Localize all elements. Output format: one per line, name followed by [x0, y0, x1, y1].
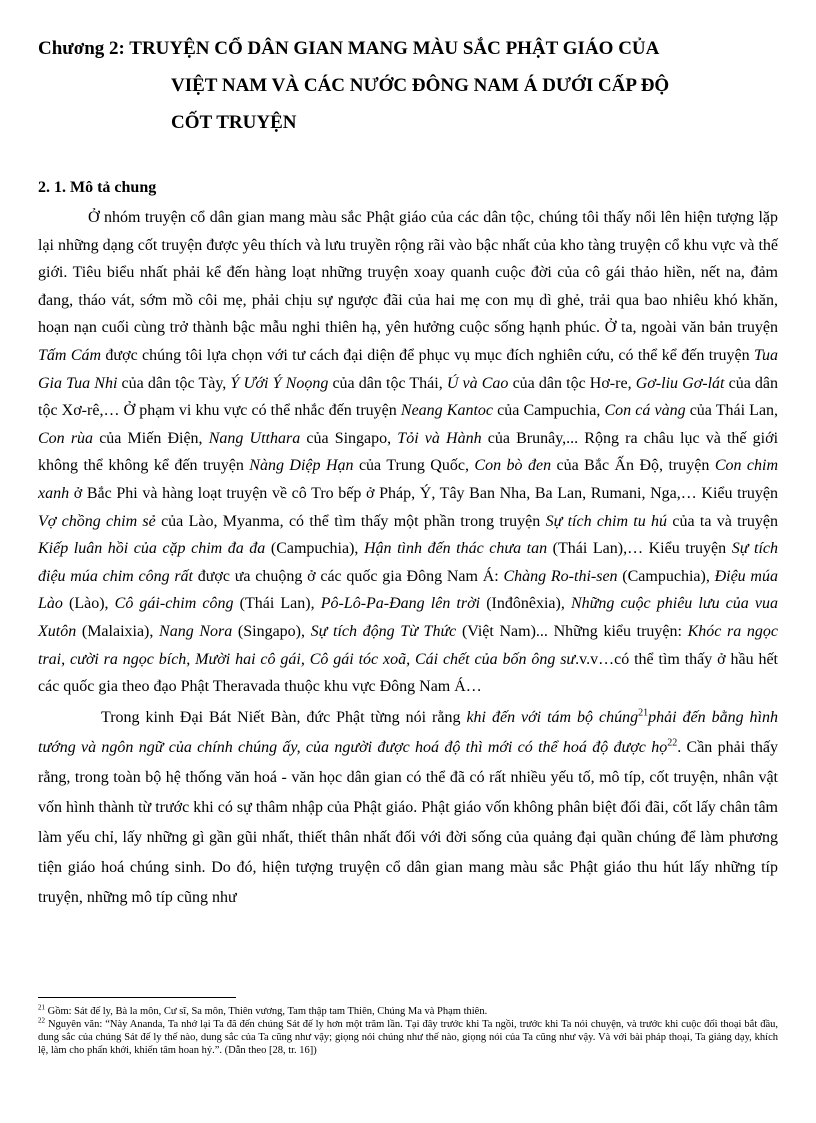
paragraph-2 — [38, 703, 778, 913]
text-run: Ở nhóm truyện cổ dân gian mang màu sắc Phật giáo của các dân tộc, chúng tôi thấy nổi lên hiện tượng lặp lại những dạng cốt truyện được yêu thích và lưu truyền rộng rãi vào bậc nhất của kho tàng truyện cổ khu vực và thế giới. Tiêu biểu nhất phải kể đến hàng loạt những truyện xoay quanh cuộc đời của cô gái thảo hiền, nết na, đảm đang, tháo vát, sớm mồ côi mẹ, phải chịu sự ngược đãi của hai mẹ con mụ dì ghẻ, trải qua bao nhiêu khó khăn, hoạn nạn cuối cùng trở thành bậc mẫu nghi thiên hạ, yên hưởng cuộc sống hạnh phúc. Ở ta, ngoài văn bản truyện — [38, 209, 778, 337]
text-run: của dân tộc Xơ-rê,… Ở phạm vi khu vực có thể nhắc đến truyện — [38, 374, 779, 420]
text-run: (Singapo), — [232, 622, 311, 640]
chapter-title-line-1: TRUYỆN CỔ DÂN GIAN MANG MÀU SẮC PHẬT GIÁO CỦA — [129, 38, 660, 59]
italic-title: phải đến bằng hình tướng và ngôn ngữ của chính chúng ấy, của người được hoá độ thì mới có thể hoá độ được họ — [38, 708, 778, 756]
italic-title: Con chim xanh — [38, 457, 779, 502]
italic-title: Neang Kantoc — [400, 402, 494, 420]
text-run: của Lào, Myanma, có thể tìm thấy một phần trong truyện — [155, 512, 546, 530]
footnote-text: Nguyên văn: “Này Ananda, Ta nhớ lại Ta đã đến chúng Sát đế ly hơn một trăm lần. Tại đây trước khi Ta ngồi, trước khi Ta nói chuyện, và trước khi cuộc đối thoại bắt đầu, dung sắc của chúng Sát đế ly thế nào, dung sắc của Ta cũng như vậy; giọng nói chúng như thế nào, giọng nói của Ta cũng như vậy. Và với bài pháp thoại, Ta giảng dạy, khích lệ, làm cho phấn khởi, khiến tâm hoan hỷ.”. (Dẫn theo [28, tr. 16]) — [38, 1019, 778, 1056]
italic-title: Sự tích chim tu hú — [545, 512, 668, 530]
italic-title: Kiếp luân hồi của cặp chim đa đa — [38, 540, 266, 558]
text-run: của dân tộc Hơ-re, — [508, 374, 636, 392]
italic-title: Nàng Diệp Hạn — [249, 457, 354, 475]
italic-title: Pô-Lô-Pa-Đang lên trời — [320, 595, 481, 613]
text-run: (Inđônêxia), — [480, 595, 571, 613]
italic-title: Những cuộc phiêu lưu của vua Xutôn — [38, 595, 778, 640]
text-run: của dân tộc Tày, — [117, 374, 231, 392]
italic-title: Chàng Ro-thi-sen — [503, 567, 618, 585]
footnote-ref: 21 — [638, 707, 649, 719]
footnote-ref: 22 — [667, 737, 678, 749]
text-run: của ta và truyện — [667, 512, 779, 530]
italic-title: Ú và Cao — [446, 374, 509, 392]
text-run: (Thái Lan),… Kiểu truyện — [547, 540, 732, 558]
italic-title: Sự tích điệu múa chim công rất — [38, 540, 778, 585]
italic-title: Con rùa — [38, 429, 94, 447]
italic-title: Khóc ra ngọc trai, cười ra ngọc bích, Mười hai cô gái, Cô gái tóc xoã, Cái chết của bốn ông sư — [38, 622, 778, 668]
footnote-number: 21 — [38, 1003, 45, 1012]
text-run: được chúng tôi lựa chọn với tư cách đại diện để phục vụ mục đích nghiên cứu, có thể kể đến truyện — [101, 346, 754, 364]
footnote-number: 22 — [38, 1016, 45, 1025]
text-run: của dân tộc Thái, — [328, 374, 447, 392]
footnote-divider — [38, 997, 236, 998]
text-run: (Thái Lan), — [233, 595, 321, 613]
italic-title: Sự tích động Từ Thức — [310, 622, 457, 640]
italic-title: Điệu múa Lào — [38, 567, 778, 613]
italic-title: khi đến với tám bộ chúng — [466, 708, 639, 726]
italic-title: Con cá vàng — [604, 402, 686, 420]
chapter-title-line-2: VIỆT NAM VÀ CÁC NƯỚC ĐÔNG NAM Á DƯỚI CẤP ĐỘ — [171, 75, 670, 96]
text-run: Trong kinh Đại Bát Niết Bàn, đức Phật từng nói rằng — [101, 708, 467, 726]
text-run: của Thái Lan, — [685, 402, 779, 420]
text-run: được ưa chuộng ở các quốc gia Đông Nam Á: — [193, 567, 504, 585]
italic-title: Con bò đen — [474, 457, 552, 475]
text-run: ở Bắc Phi và hàng loạt truyện về cô Tro bếp ở Pháp, Ý, Tây Ban Nha, Ba Lan, Rumani, Nga,… Kiểu truyện — [69, 484, 778, 502]
italic-title: Hận tình đến thác chưa tan — [363, 540, 548, 558]
section-title: 2. 1. Mô tả chung — [38, 179, 157, 196]
text-run: (Campuchia), — [617, 567, 715, 585]
italic-title: Nang Utthara — [208, 429, 301, 447]
italic-title: Tấm Cám — [38, 346, 102, 364]
paragraph-1 — [38, 204, 778, 701]
footnote-22 — [38, 1018, 778, 1057]
chapter-label: Chương 2: — [38, 38, 125, 59]
chapter-title-line-3: CỐT TRUYỆN — [171, 112, 297, 133]
text-run: . Cần phải thấy rằng, trong toàn bộ hệ thống văn hoá - văn học dân gian có thể đã có rất nhiều yếu tố, mô típ, cốt truyện, nhân vật vốn hình thành từ trước khi có sự thâm nhập của Phật giáo. Phật giáo vốn không phân biệt đối đãi, cốt lấy chân tâm làm yếu chỉ, lấy những gì gần gũi nhất, thiết thân nhất đối với đời sống của quảng đại quần chúng để làm phương tiện giáo hoá chúng sinh. Do đó, hiện tượng truyện cổ dân gian mang màu sắc Phật giáo thu hút lấy những típ truyện, những mô típ cũng như — [38, 738, 778, 906]
italic-title: Vợ chồng chim sẻ — [38, 512, 156, 530]
body-text — [38, 204, 778, 913]
italic-title: Tua Gia Tua Nhi — [38, 346, 779, 392]
italic-title: Gơ-liu Gơ-lát — [635, 374, 725, 392]
text-run: (Malaixia), — [76, 622, 160, 640]
italic-title: Ý Ưới Ý Noọng — [230, 374, 329, 392]
text-run: của Trung Quốc, — [353, 457, 475, 475]
text-run: .v.v…có thể tìm thấy ở hầu hết các quốc gia theo đạo Phật Theravada thuộc khu vực Đông Nam Á… — [38, 650, 779, 696]
text-run: (Campuchia), — [265, 540, 364, 558]
italic-title: Nang Nora — [159, 622, 233, 640]
text-run: (Việt Nam)... Những kiểu truyện: — [456, 622, 688, 640]
chapter-heading — [38, 30, 783, 141]
footnote-21 — [38, 1005, 778, 1018]
text-run: của Singapo, — [300, 429, 398, 447]
text-run: của Campuchia, — [493, 402, 605, 420]
footnote-text: Gồm: Sát đế ly, Bà la môn, Cư sĩ, Sa môn, Thiên vương, Tam thập tam Thiên, Chúng Ma và Phạm thiên. — [45, 1006, 488, 1017]
text-run: của Miến Điện, — [93, 429, 209, 447]
text-run: (Lào), — [62, 595, 115, 613]
text-run: của Bắc Ấn Độ, truyện — [551, 457, 715, 475]
footnotes — [38, 1005, 778, 1057]
italic-title: Cô gái-chim công — [114, 595, 234, 613]
text-run: của Brunây,... Rộng ra châu lục và thế giới không thể không kể đến truyện — [38, 429, 779, 475]
italic-title: Tỏi và Hành — [397, 429, 482, 447]
